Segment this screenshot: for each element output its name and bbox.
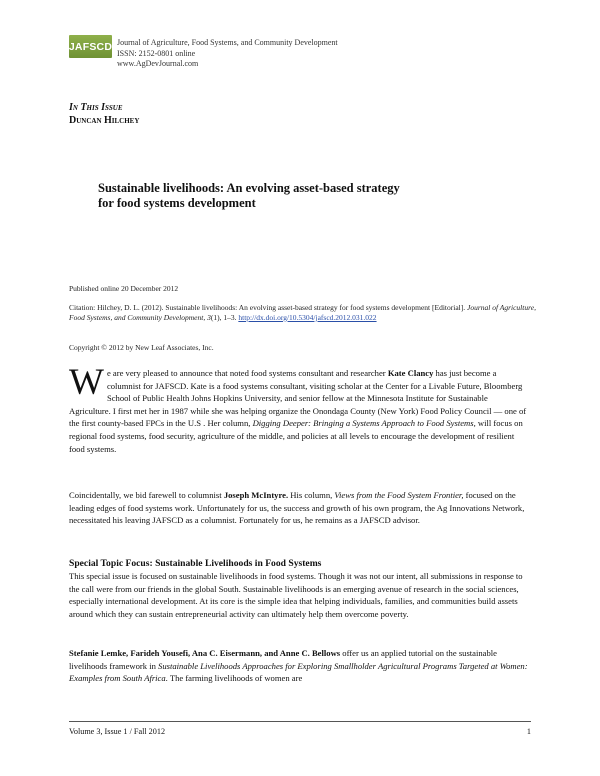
- paragraph-3: This special issue is focused on sustainable livelihoods in food systems. Though it was not our intent, all submissions in response to the call were from our friends in the global South. Sustainable livelihoods is an emerging avenue of research in the social sciences, especially international development. At its core is the simple idea that helping individuals, families, and communities build assets around which they can sustain entrepreneurial activity can ultimately help them overcome poverty.: [69, 571, 523, 619]
- paragraph-1: [69, 362, 531, 455]
- p1-column-title: Digging Deeper: Bringing a Systems Approach to Food Systems,: [252, 418, 476, 429]
- citation-lead: Citation: Hilchey, D. L. (2012). Sustainable livelihoods: An evolving asset-based strategy for food systems development [Editorial].: [69, 303, 466, 312]
- journal-issn: ISSN: 2152-0801 online: [117, 48, 196, 58]
- p4-article-title: Sustainable Livelihoods Approaches for Exploring Smallholder Agricultural Programs Targeted at Women: Examples from South Africa: [69, 660, 528, 684]
- p1-text-b: has just become a columnist for JAFSCD. Kate is a food systems consultant, visiting scholar at the Center for a Livable Future, Bloomberg School of Public Health Johns Hopkins University, and senior fellow at the Minnesota Institute for Sustainable Agriculture. I first met her in 1987 while she was helping organize the Onondaga County (New York) Food Policy Council — one of the first county-based FPCs in the U.S . Her column,: [69, 368, 527, 429]
- p4-authors: Stefanie Lemke, Farideh Yousefi, Ana C. Eisermann, and Anne C. Bellows: [69, 648, 341, 658]
- paragraph-2: [69, 489, 531, 527]
- logo-text: JAFSCD: [68, 40, 113, 53]
- citation: [69, 303, 539, 323]
- copyright: Copyright © 2012 by New Leaf Associates, Inc.: [69, 343, 214, 352]
- title-line-1: Sustainable livelihoods: An evolving asset-based strategy: [98, 181, 400, 195]
- p4-text-b: . The farming livelihoods of women are: [165, 673, 303, 684]
- p2-text-b: His column,: [288, 490, 335, 500]
- p2-text-a: Coincidentally, we bid farewell to columnist: [69, 490, 224, 500]
- drop-cap: W: [69, 362, 104, 403]
- citation-journal: Journal of Agriculture, Food Systems, and Community Development, 3: [69, 303, 536, 322]
- p1-text-c: will focus on regional food systems, food security, agriculture of the middle, and policies at all levels to encourage the development of resilient food systems.: [69, 418, 523, 454]
- p4-text-a: offer us an applied tutorial on the sustainable livelihoods framework in: [69, 648, 497, 671]
- section-heading: Special Topic Focus: Sustainable Livelihoods in Food Systems: [69, 558, 322, 569]
- p2-name: Joseph McIntyre.: [223, 490, 289, 500]
- section-header: [69, 102, 139, 127]
- journal-name: Journal of Agriculture, Food Systems, and Community Development: [117, 38, 338, 47]
- footer-volume: Volume 3, Issue 1 / Fall 2012: [69, 727, 166, 736]
- section-label: In This Issue: [69, 102, 123, 113]
- article-title: [98, 181, 518, 211]
- p1-name: Kate Clancy: [387, 368, 434, 378]
- title-line-2: for food systems development: [98, 196, 256, 210]
- p2-column-title: Views from the Food System Frontier,: [334, 490, 464, 500]
- p2-text-c: focused on the leading edges of food systems work. Unfortunately for us, the success and growth of his own program, the Ag Innovations Network, necessitated his leaving JAFSCD as a columnist. Fortunately for us, he remains as a JAFSCD advisor.: [69, 490, 525, 526]
- journal-website[interactable]: www.AgDevJournal.com: [117, 59, 199, 68]
- published-date: Published online 20 December 2012: [69, 284, 179, 293]
- page-number: 1: [526, 727, 531, 736]
- doi-link[interactable]: http://dx.doi.org/10.5304/jafscd.2012.031.022: [238, 312, 377, 322]
- p1-text-a: e are very pleased to announce that noted food systems consultant and researcher: [106, 368, 388, 378]
- section-author: Duncan Hilchey: [69, 114, 140, 126]
- journal-info: [117, 38, 338, 70]
- page-footer: [69, 721, 531, 736]
- journal-logo: [69, 35, 112, 58]
- paragraph-4: [69, 647, 531, 685]
- citation-tail: (1), 1–3.: [210, 312, 237, 322]
